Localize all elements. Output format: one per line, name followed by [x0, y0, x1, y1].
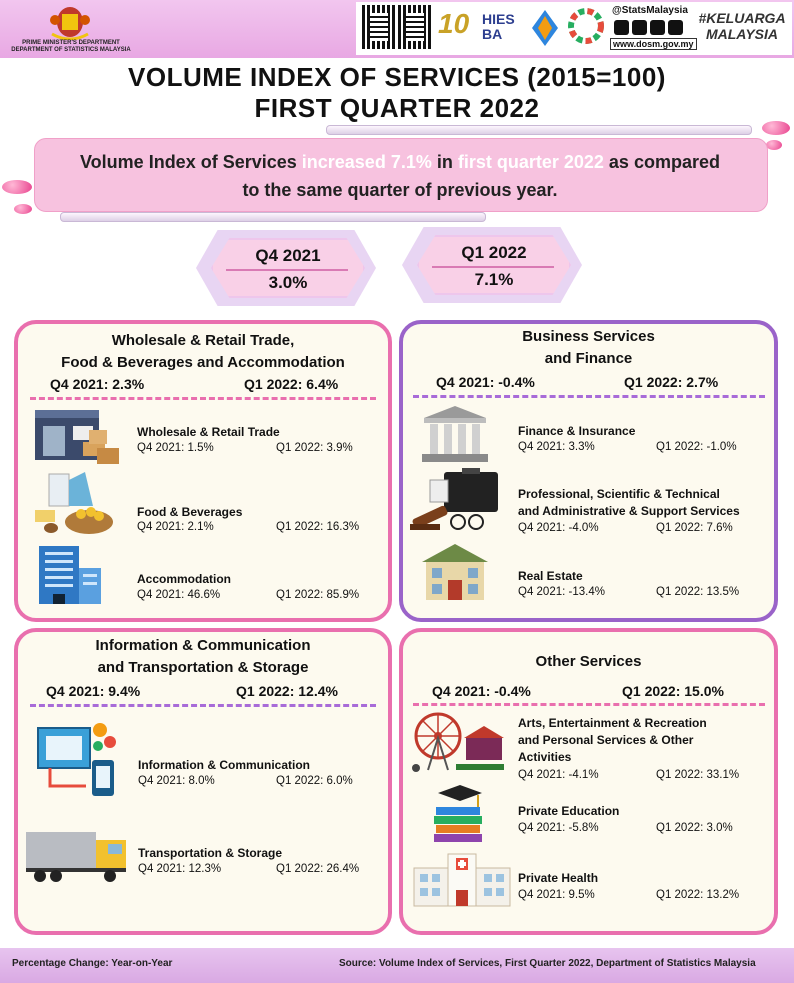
item-name-line: Professional, Scientific & Technical — [518, 487, 720, 501]
item-name: Private Education — [518, 804, 620, 818]
item-name-line: and Personal Services & Other — [518, 733, 694, 747]
item-q4: Q4 2021: -5.8% — [518, 822, 599, 834]
divider — [413, 395, 765, 398]
food-beverages-icon — [33, 470, 115, 538]
warehouse-icon — [33, 408, 123, 466]
item-q1: Q1 2022: 33.1% — [656, 769, 740, 781]
youtube-icon[interactable] — [668, 20, 683, 35]
information-communication-icon — [36, 720, 120, 800]
twitter-icon[interactable] — [650, 20, 665, 35]
item-name-line: Activities — [518, 750, 572, 764]
decor-bar — [326, 125, 752, 135]
item-name-line: Arts, Entertainment & Recreation — [518, 716, 707, 730]
item-q4: Q4 2021: 12.3% — [138, 863, 222, 875]
item-q1: Q1 2022: 7.6% — [656, 522, 733, 534]
footer-source: Source: Volume Index of Services, First Quarter 2022, Department of Statistics Malaysia — [339, 958, 756, 969]
keluarga-malaysia-logo: #KELUARGA MALAYSIA — [698, 10, 786, 42]
panel-q4-value: Q4 2021: -0.4% — [436, 374, 535, 390]
item-q1: Q1 2022: 13.5% — [656, 586, 740, 598]
item-q4: Q4 2021: 3.3% — [518, 441, 595, 453]
decor-dot — [762, 121, 790, 135]
panel-title-line: and Finance — [544, 350, 633, 367]
panel-title-line: Business Services — [522, 328, 655, 345]
item-q1: Q1 2022: 3.0% — [656, 822, 733, 834]
divider — [413, 703, 765, 706]
panel-title — [14, 330, 392, 374]
divider — [226, 269, 348, 271]
item-name: Wholesale & Retail Trade — [137, 425, 280, 439]
ferris-wheel-icon — [410, 708, 506, 774]
books-graduation-cap-icon — [430, 783, 490, 849]
decor-dot — [2, 180, 32, 194]
summary-part: Volume Index of Services — [80, 152, 302, 172]
panel-q1-value: Q1 2022: 12.4% — [236, 683, 338, 699]
item-q4: Q4 2021: 1.5% — [137, 442, 214, 454]
sdg-wheel-icon — [568, 8, 604, 48]
panel-title-line: Information & Communication — [95, 637, 311, 654]
divider — [30, 704, 376, 707]
website-link[interactable]: www.dosm.gov.my — [610, 38, 697, 50]
item-q1: Q1 2022: 3.9% — [276, 442, 353, 454]
briefcase-gavel-icon — [408, 466, 502, 536]
real-estate-house-icon — [420, 540, 490, 602]
panel-title — [399, 326, 778, 370]
panel-q4-value: Q4 2021: 2.3% — [50, 376, 145, 392]
truck-icon — [24, 828, 130, 884]
panel-title — [14, 635, 392, 679]
social-icons — [614, 20, 686, 35]
anniversary-logo: 10 — [438, 8, 470, 39]
qr-code-icon — [362, 5, 396, 49]
panel-title-line: Wholesale & Retail Trade, — [111, 332, 295, 349]
item-q4: Q4 2021: 8.0% — [138, 775, 215, 787]
decor-bar — [60, 212, 486, 222]
item-q4: Q4 2021: 9.5% — [518, 889, 595, 901]
hospital-icon — [410, 852, 514, 908]
department-name — [6, 40, 136, 54]
page-title — [0, 62, 794, 124]
title-line-2: FIRST QUARTER 2022 — [254, 93, 540, 123]
instagram-icon[interactable] — [614, 20, 629, 35]
summary-highlight: first quarter 2022 — [457, 152, 604, 172]
item-name: Private Health — [518, 871, 599, 885]
item-q1: Q1 2022: 85.9% — [276, 589, 360, 601]
summary-highlight: increased 7.1% — [301, 152, 432, 172]
item-q1: Q1 2022: 6.0% — [276, 775, 353, 787]
item-name: Real Estate — [518, 569, 583, 583]
panel-title-line: Food & Beverages and Accommodation — [61, 354, 345, 371]
item-q4: Q4 2021: 2.1% — [137, 521, 214, 533]
census-logo-icon — [528, 8, 562, 48]
item-q4: Q4 2021: 46.6% — [137, 589, 221, 601]
summary-part: as compared to the same quarter of previous year. — [242, 152, 720, 200]
summary-part: in — [431, 152, 458, 172]
divider — [432, 266, 554, 268]
dept-line-1: PRIME MINISTER'S DEPARTMENT — [22, 40, 120, 46]
item-q1: Q1 2022: 16.3% — [276, 521, 360, 533]
hies-logo: HIES BA — [482, 11, 515, 42]
divider — [30, 397, 376, 400]
panel-q1-value: Q1 2022: 2.7% — [624, 374, 719, 390]
quarter-value: 3.0% — [268, 273, 308, 292]
item-q1: Q1 2022: 26.4% — [276, 863, 360, 875]
panel-q4-value: Q4 2021: 9.4% — [46, 683, 141, 699]
item-name — [518, 486, 740, 520]
decor-dot — [14, 204, 32, 214]
quarter-label: Q1 2022 — [461, 243, 527, 262]
panel-title: Other Services — [535, 653, 642, 670]
item-q4: Q4 2021: -4.1% — [518, 769, 599, 781]
panel-q1-value: Q1 2022: 15.0% — [622, 683, 724, 699]
item-name: Accommodation — [137, 572, 232, 586]
item-q1: Q1 2022: 13.2% — [656, 889, 740, 901]
item-name-line: and Administrative & Support Services — [518, 504, 740, 518]
hotel-icon — [33, 542, 105, 606]
title-line-1: VOLUME INDEX OF SERVICES (2015=100) — [128, 62, 666, 92]
item-q4: Q4 2021: -13.4% — [518, 586, 605, 598]
item-q1: Q1 2022: -1.0% — [656, 441, 737, 453]
footer-note: Percentage Change: Year-on-Year — [12, 958, 173, 969]
panel-q4-value: Q4 2021: -0.4% — [432, 683, 531, 699]
item-name: Information & Communication — [138, 758, 310, 772]
quarter-value: 7.1% — [474, 270, 514, 289]
bank-icon — [420, 404, 490, 464]
panel-q1-value: Q1 2022: 6.4% — [244, 376, 339, 392]
quarter-label: Q4 2021 — [255, 246, 321, 265]
logo-strip — [356, 2, 792, 55]
malaysia-crest-logo — [48, 4, 92, 40]
item-name: Food & Beverages — [137, 505, 243, 519]
item-q4: Q4 2021: -4.0% — [518, 522, 599, 534]
item-name — [518, 715, 707, 766]
panel-title-line: and Transportation & Storage — [97, 659, 309, 676]
item-name: Finance & Insurance — [518, 424, 636, 438]
facebook-icon[interactable] — [632, 20, 647, 35]
dept-line-2: DEPARTMENT OF STATISTICS MALAYSIA — [11, 47, 131, 53]
summary-text — [70, 148, 730, 204]
qr-code-icon — [398, 5, 432, 49]
social-handle: @StatsMalaysia — [612, 5, 688, 16]
decor-dot — [766, 140, 782, 150]
item-name: Transportation & Storage — [138, 846, 283, 860]
